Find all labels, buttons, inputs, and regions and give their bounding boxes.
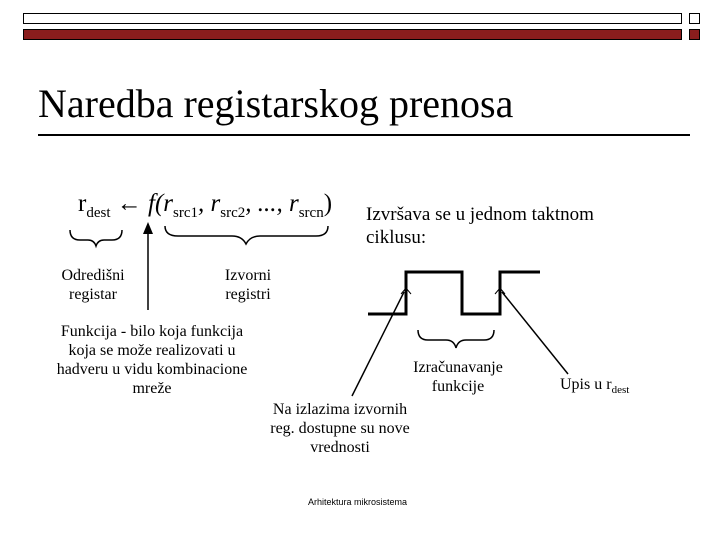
slide-title: Naredba registarskog prenosa: [38, 81, 514, 126]
outputs-pointer-line: [352, 292, 404, 396]
outputs-note-line-1: Na izlazima izvornih: [272, 401, 408, 418]
formula-dest-sub: dest: [86, 205, 111, 221]
function-note-line-1: Funkcija - bilo koja funkcija: [60, 323, 244, 340]
outputs-note-line-3: vrednosti: [310, 439, 370, 456]
formula-close: ): [323, 190, 333, 217]
write-label-sub: dest: [611, 384, 630, 397]
formula-src1-sub: src1: [173, 205, 198, 221]
execution-note-line-2: ciklusu:: [366, 227, 427, 248]
compute-label-line-1: Izračunavanje: [413, 359, 503, 376]
source-brace: [165, 226, 328, 244]
function-note-line-3: hadveru u vidu kombinacione: [56, 361, 248, 378]
function-arrow-head: [143, 222, 153, 234]
function-note-line-2: koja se može realizovati u: [68, 342, 236, 359]
dest-label-line-1: Odredišni: [61, 267, 125, 284]
dest-brace: [70, 230, 122, 246]
execution-note-line-1: Izvršava se u jednom taktnom: [366, 204, 594, 225]
source-label-line-1: Izvorni: [224, 267, 272, 284]
dest-label-line-2: registar: [69, 286, 117, 303]
formula-sep2: , ..., r: [245, 190, 299, 217]
write-pointer-line: [502, 292, 568, 374]
function-note-line-4: mreže: [132, 380, 172, 397]
formula-arrow: ←: [116, 190, 142, 217]
compute-label-line-2: funkcije: [431, 378, 485, 395]
formula-sep1: , r: [198, 190, 221, 217]
compute-brace: [418, 330, 494, 348]
formula-srcn-sub: srcn: [298, 205, 324, 221]
source-label-line-2: registri: [225, 286, 271, 303]
slide-footer: Arhitektura mikrosistema: [308, 497, 408, 507]
formula-src2-sub: src2: [220, 205, 246, 221]
formula-func: f(r: [148, 190, 173, 217]
outputs-note-line-2: reg. dostupne su nove: [270, 420, 410, 437]
write-label-text: Upis u r: [560, 376, 612, 393]
formula-dest: r: [78, 190, 87, 217]
